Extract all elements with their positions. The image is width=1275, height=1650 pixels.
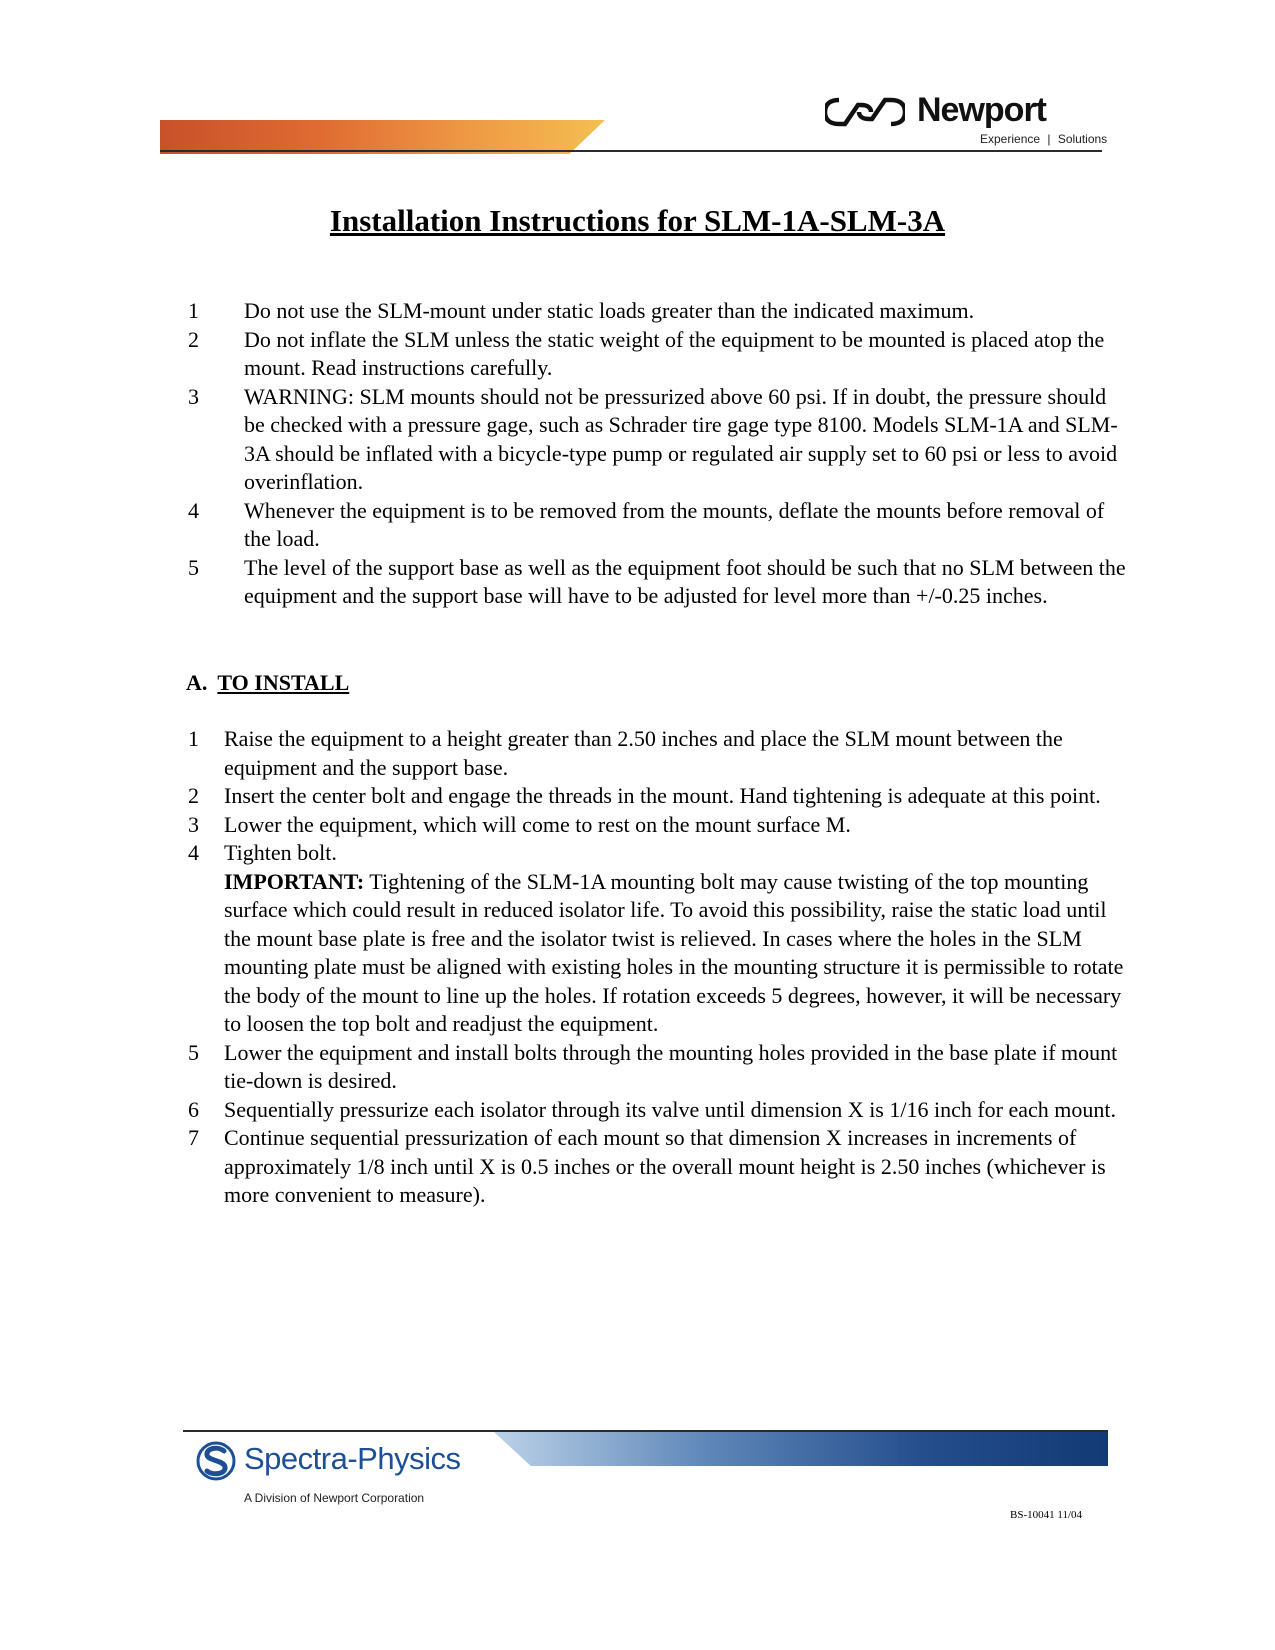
list-item: [188, 554, 1128, 611]
step-text: Insert the center bolt and engage the threads in the mount. Hand tightening is adequate at this point.: [224, 783, 1101, 808]
item-number: 2: [188, 326, 199, 352]
step-body: [188, 839, 1128, 1039]
important-note: Tightening of the SLM-1A mounting bolt may cause twisting of the top mounting surface which could result in reduced isolator life. To avoid this possibility, raise the static load until the mount base plate is free and the isolator twist is relieved. In cases where the holes in the SLM mounting plate must be aligned with existing holes in the mounting structure it is permissible to rotate the body of the mount to line up the holes. If rotation exceeds 5 degrees, however, it will be necessary to loosen the top bolt and readjust the equipment.: [224, 868, 1124, 1036]
document-title: Installation Instructions for SLM-1A-SLM-3A: [329, 203, 946, 238]
step-text: Tighten bolt.: [224, 840, 337, 865]
step-number: 3: [188, 811, 199, 837]
list-item: [188, 383, 1128, 497]
newport-tagline: Experience | Solutions: [980, 132, 1108, 146]
newport-mark-icon: [825, 97, 905, 127]
step-text: Raise the equipment to a height greater than 2.50 inches and place the SLM mount between the equipment and the support base.: [224, 726, 1063, 780]
section-title: TO INSTALL: [217, 670, 350, 695]
item-text: Do not inflate the SLM unless the static weight of the equipment to be mounted is placed atop the mount. Read instructions carefully.: [244, 326, 1105, 380]
step-number: 1: [188, 726, 199, 751]
list-item: [188, 811, 1128, 840]
spectra-physics-wordmark: Spectra-Physics: [244, 1441, 461, 1476]
item-text: WARNING: SLM mounts should not be pressurized above 60 psi. If in doubt, the pressure should be checked with a pressure gage, such as Schrader tire gage type 8100. Models SLM-1A and SLM-3A should be inflated with a bicycle-type pump or regulated air supply set to 60 psi or less to avoid overinflation.: [244, 383, 1118, 494]
list-item: [188, 497, 1128, 554]
list-item: [188, 725, 1128, 782]
step-number: 6: [188, 1096, 199, 1122]
step-number: 4: [188, 840, 199, 865]
step-number: 2: [188, 783, 199, 808]
important-label: IMPORTANT:: [224, 868, 365, 894]
header-color-band: [160, 120, 605, 154]
footer-rule: [183, 1430, 1108, 1432]
item-number: 5: [188, 554, 199, 580]
step-text: Lower the equipment and install bolts through the mounting holes provided in the base plate if mount tie-down is desired.: [224, 1039, 1118, 1093]
item-text: Do not use the SLM-mount under static loads greater than the indicated maximum.: [244, 298, 975, 323]
list-item: [188, 839, 1128, 1039]
spectra-physics-subtitle: A Division of Newport Corporation: [244, 1491, 425, 1505]
step-text: Lower the equipment, which will come to rest on the mount surface M.: [224, 811, 851, 837]
item-text: The level of the support base as well as the equipment foot should be such that no SLM between the equipment and the support base will have to be adjusted for level more than +/-0.25 inches.: [244, 554, 1126, 608]
step-number: 5: [188, 1039, 199, 1065]
document-code: BS-10041 11/04: [1010, 1509, 1083, 1521]
section-heading: [186, 670, 349, 696]
step-text: Continue sequential pressurization of each mount so that dimension X increases in increments of approximately 1/8 inch until X is 0.5 inches or the overall mount height is 2.50 inches (whichever is more convenient to measure).: [224, 1125, 1106, 1207]
list-item: [188, 782, 1128, 811]
section-label: A.: [186, 670, 208, 695]
general-instructions-list: [188, 297, 1128, 611]
header-rule: [160, 150, 1102, 152]
list-item: [188, 1124, 1128, 1210]
item-number: 4: [188, 497, 199, 523]
item-number: 3: [188, 383, 199, 409]
footer-color-band: [494, 1432, 1108, 1466]
list-item: [188, 1096, 1128, 1125]
install-steps-list: [188, 725, 1128, 1210]
item-text: Whenever the equipment is to be removed from the mounts, deflate the mounts before removal of the load.: [244, 497, 1105, 551]
list-item: [188, 297, 1128, 326]
list-item: [188, 326, 1128, 383]
step-text: Sequentially pressurize each isolator through its valve until dimension X is 1/16 inch for each mount.: [224, 1096, 1117, 1122]
step-number: 7: [188, 1125, 199, 1150]
newport-logo: [825, 93, 1105, 129]
newport-wordmark: Newport: [917, 91, 1046, 129]
list-item: [188, 1039, 1128, 1096]
spectra-physics-mark-icon: [196, 1441, 236, 1481]
item-number: 1: [188, 298, 199, 323]
